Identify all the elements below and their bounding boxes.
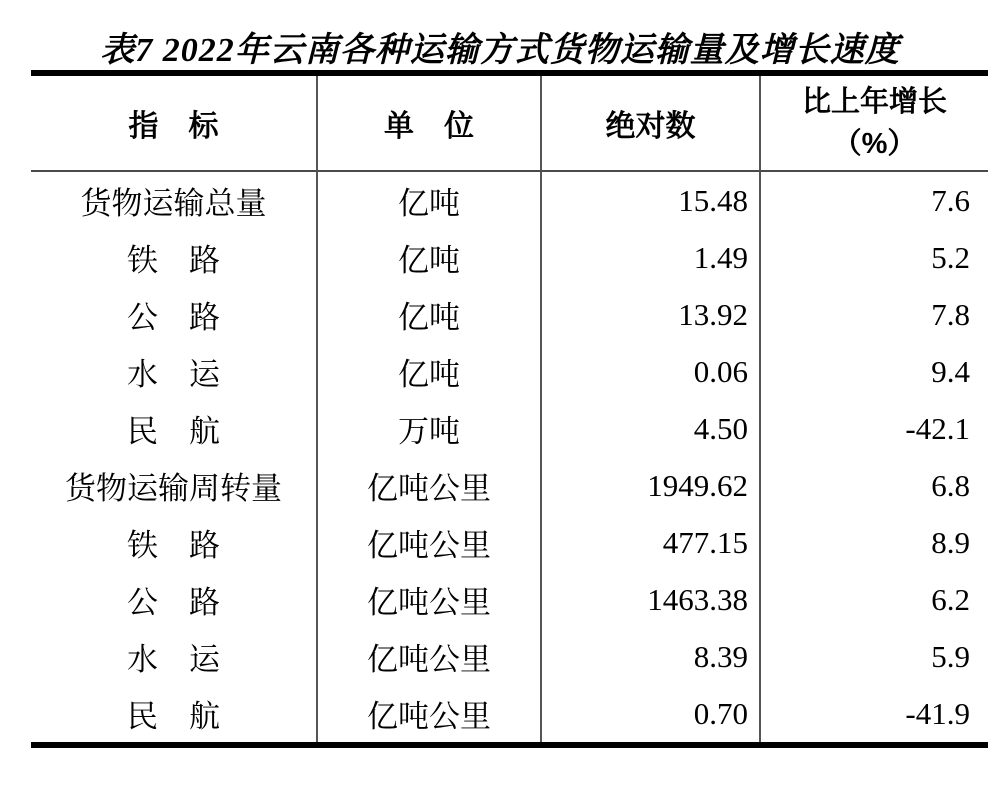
growth-cell: 9.4 bbox=[931, 353, 970, 389]
unit-cell: 亿吨公里 bbox=[318, 628, 542, 685]
header-growth-line2: （%） bbox=[832, 128, 917, 160]
value-cell: 477.15 bbox=[542, 514, 761, 571]
value-cell: 8.39 bbox=[542, 628, 761, 685]
value-cell: 4.50 bbox=[542, 400, 761, 457]
header-growth-line1: 比上年增长 bbox=[801, 85, 947, 118]
growth-cell: 5.9 bbox=[931, 638, 970, 674]
header-indicator: 指 标 bbox=[31, 76, 318, 172]
unit-cell: 万吨 bbox=[318, 400, 542, 457]
indicator-cell: 水 运 bbox=[31, 628, 318, 685]
freight-table bbox=[31, 70, 988, 748]
value-cell: 0.06 bbox=[542, 343, 761, 400]
indicator-cell: 货物运输总量 bbox=[31, 172, 318, 229]
unit-cell: 亿吨公里 bbox=[318, 685, 542, 742]
header-absolute: 绝对数 bbox=[542, 76, 761, 172]
indicator-cell: 铁 路 bbox=[31, 514, 318, 571]
growth-cell: 6.8 bbox=[931, 467, 970, 503]
growth-cell: 6.2 bbox=[931, 581, 970, 617]
growth-cell: 5.2 bbox=[931, 239, 970, 275]
indicator-cell: 货物运输周转量 bbox=[31, 457, 318, 514]
indicator-cell: 铁 路 bbox=[31, 229, 318, 286]
indicator-cell: 民 航 bbox=[31, 685, 318, 742]
unit-cell: 亿吨公里 bbox=[318, 571, 542, 628]
value-cell: 0.70 bbox=[542, 685, 761, 742]
value-cell: 1463.38 bbox=[542, 571, 761, 628]
indicator-cell: 公 路 bbox=[31, 571, 318, 628]
indicator-cell: 水 运 bbox=[31, 343, 318, 400]
value-cell: 1949.62 bbox=[542, 457, 761, 514]
unit-cell: 亿吨公里 bbox=[318, 514, 542, 571]
header-unit: 单 位 bbox=[318, 76, 542, 172]
unit-cell: 亿吨 bbox=[318, 229, 542, 286]
growth-cell: 7.8 bbox=[931, 296, 970, 332]
unit-cell: 亿吨公里 bbox=[318, 457, 542, 514]
header-growth bbox=[761, 76, 988, 172]
unit-cell: 亿吨 bbox=[318, 286, 542, 343]
growth-cell: 7.6 bbox=[931, 182, 970, 218]
unit-cell: 亿吨 bbox=[318, 343, 542, 400]
unit-cell: 亿吨 bbox=[318, 172, 542, 229]
indicator-cell: 民 航 bbox=[31, 400, 318, 457]
value-cell: 13.92 bbox=[542, 286, 761, 343]
growth-cell: 8.9 bbox=[931, 524, 970, 560]
table-title: 表7 2022年云南各种运输方式货物运输量及增长速度 bbox=[100, 32, 900, 69]
growth-cell: -41.9 bbox=[905, 695, 970, 731]
value-cell: 1.49 bbox=[542, 229, 761, 286]
indicator-cell: 公 路 bbox=[31, 286, 318, 343]
value-cell: 15.48 bbox=[542, 172, 761, 229]
growth-cell: -42.1 bbox=[905, 410, 970, 446]
